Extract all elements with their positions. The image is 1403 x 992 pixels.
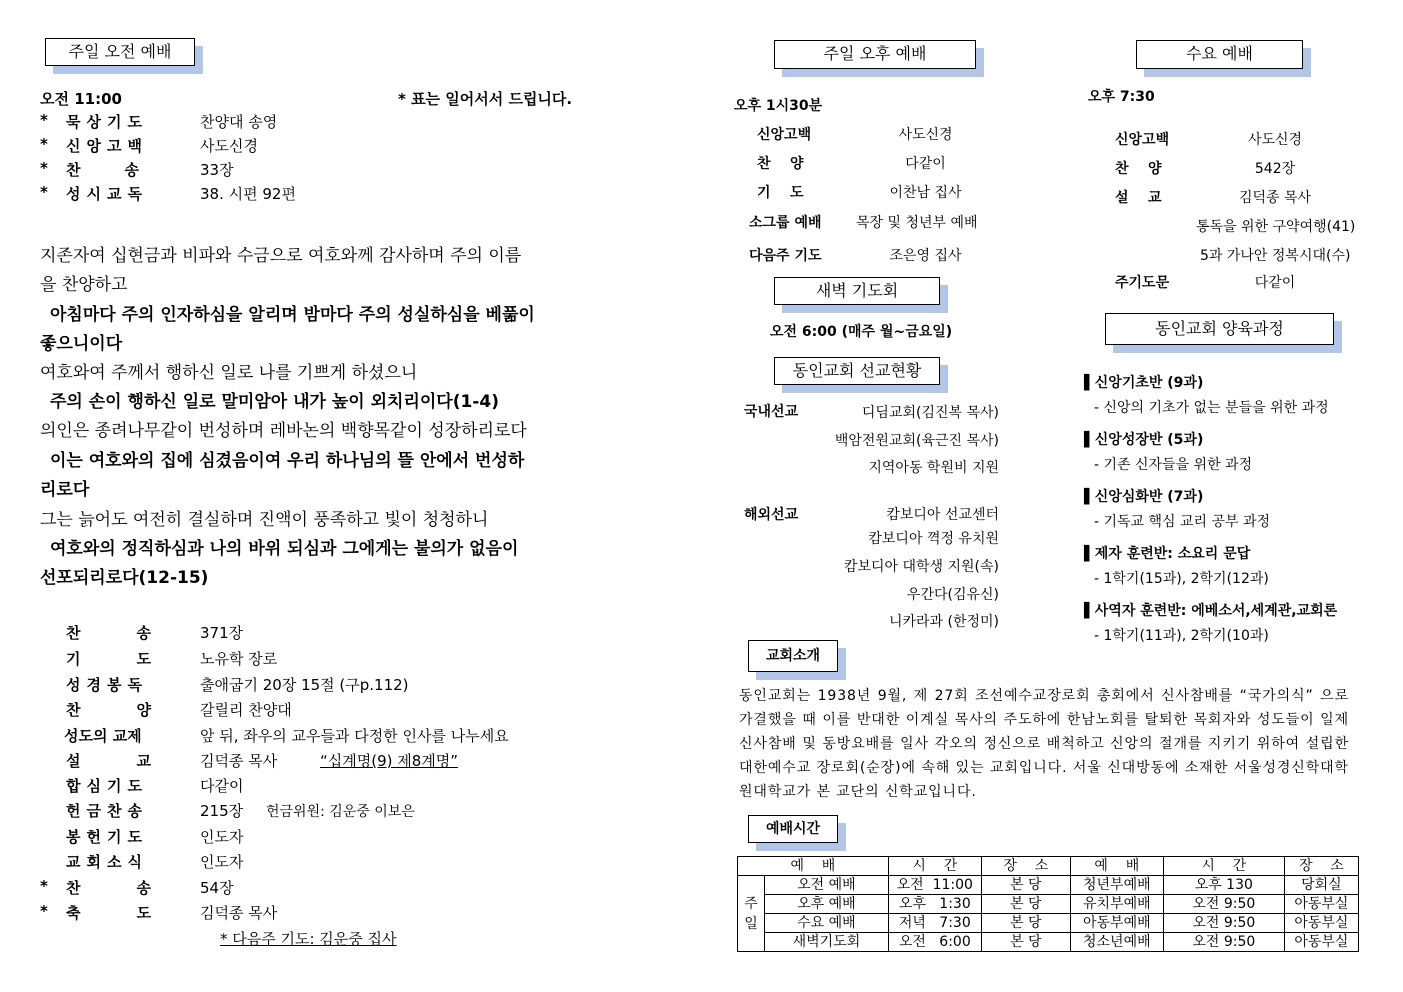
schedule-cell: 오전 9:50	[1163, 914, 1284, 933]
schedule-header: 예 배	[738, 857, 889, 876]
order-star: *	[40, 902, 48, 920]
opening-star: *	[40, 183, 48, 201]
wednesday-value: 김덕종 목사	[1238, 190, 1312, 206]
order-value: 인도자	[200, 853, 244, 871]
wednesday-label: 찬 양	[1115, 161, 1162, 177]
wednesday-value: 542장	[1254, 161, 1296, 177]
schedule-cell: 오전 11:00	[888, 876, 981, 895]
overseas-mission-item: 캄보디아 대학생 지원(속)	[843, 559, 999, 575]
wednesday-time: 오후 7:30	[1088, 89, 1155, 105]
dawn-prayer-time: 오전 6:00 (매주 월~금요일)	[770, 324, 953, 340]
order-value: 김덕종 목사	[200, 904, 278, 922]
order-label: 찬송	[66, 624, 207, 642]
afternoon-label: 신앙고백	[757, 127, 812, 143]
afternoon-value: 다같이	[905, 156, 946, 172]
order-value: 인도자	[200, 828, 244, 846]
offering-committee: 헌금위원: 김운중 이보은	[266, 804, 415, 820]
wednesday-label: 주기도문	[1115, 275, 1170, 291]
order-value: 출애굽기 20장 15절 (구p.112)	[200, 676, 409, 694]
psalm-line: 여호와여 주께서 행하신 일로 나를 기쁘게 하셨으니	[40, 363, 418, 383]
afternoon-label: 다음주 기도	[749, 248, 822, 264]
course-desc: - 1학기(11과), 2학기(10과)	[1094, 628, 1269, 644]
standing-note: * 표는 일어서서 드립니다.	[398, 90, 573, 108]
psalm-line: 여호와의 정직하심과 나의 바위 되심과 그에게는 불의가 없음이	[50, 539, 519, 559]
opening-star: *	[40, 135, 48, 153]
course-desc: - 기존 신자들을 위한 과정	[1094, 457, 1253, 473]
course-desc: - 1학기(15과), 2학기(12과)	[1094, 571, 1269, 587]
church-intro-title: 교회소개	[748, 640, 838, 672]
overseas-mission-item: 캄보디아 선교센터	[886, 507, 999, 523]
wednesday-value: 다같이	[1254, 275, 1296, 291]
course-name: ▌신앙기초반 (9과)	[1084, 375, 1204, 391]
order-value: 갈릴리 찬양대	[200, 701, 292, 719]
order-label: 봉헌기도	[66, 828, 148, 846]
overseas-mission-item: 캄보디아 껵정 유치원	[868, 531, 999, 547]
wednesday-value: 사도신경	[1247, 132, 1303, 148]
schedule-cell: 본 당	[981, 933, 1070, 952]
order-value: 앞 뒤, 좌우의 교우들과 다정한 인사를 나누세요	[200, 727, 509, 745]
schedule-header-row	[738, 857, 1359, 876]
opening-value: 38. 시편 92편	[200, 185, 296, 203]
afternoon-label: 찬 양	[757, 156, 804, 172]
order-value: 노유학 장로	[200, 650, 278, 668]
schedule-cell: 새벽기도회	[765, 933, 889, 952]
morning-service-time: 오전 11:00	[40, 90, 122, 108]
afternoon-service-title: 주일 오후 예배	[774, 40, 976, 69]
order-label: 설교	[66, 752, 207, 770]
order-value: 215장	[200, 802, 244, 820]
mission-title: 동인교회 선교현황	[774, 357, 940, 385]
domestic-mission-label: 국내선교	[744, 404, 799, 420]
schedule-cell: 본 당	[981, 876, 1070, 895]
schedule-cell: 오후 130	[1163, 876, 1284, 895]
opening-value: 찬양대 송영	[200, 113, 278, 131]
afternoon-value: 이찬남 집사	[889, 185, 962, 201]
opening-label: 묵상기도	[66, 113, 148, 131]
courses-title: 동인교회 양육과정	[1105, 313, 1334, 345]
opening-value: 사도신경	[200, 137, 258, 155]
opening-star: *	[40, 159, 48, 177]
domestic-mission-item: 백암전원교회(육근진 목사)	[834, 433, 999, 449]
schedule-cell: 본 당	[981, 895, 1070, 914]
order-label: 성경봉독	[66, 676, 148, 694]
schedule-cell: 아동부예배	[1070, 914, 1163, 933]
course-name: ▌사역자 훈련반: 에베소서,세계관,교회론	[1084, 603, 1338, 619]
order-label: 찬양	[66, 701, 207, 719]
sermon-title: “십계명(9) 제8계명”	[320, 752, 459, 770]
schedule-header: 예 배	[1070, 857, 1163, 876]
opening-label: 성시교독	[66, 185, 148, 203]
course-desc: - 신앙의 기초가 없는 분들을 위한 과정	[1094, 400, 1329, 416]
schedule-cell: 본 당	[981, 914, 1070, 933]
wednesday-label: 신앙고백	[1115, 132, 1170, 148]
afternoon-label: 기 도	[757, 185, 804, 201]
order-label: 기도	[66, 650, 207, 668]
schedule-cell: 당회실	[1284, 876, 1358, 895]
schedule-cell: 아동부실	[1284, 895, 1358, 914]
order-label: 헌금찬송	[66, 802, 148, 820]
wednesday-sermon-line: 5과 가나안 정복시대(수)	[1200, 248, 1351, 264]
opening-value: 33장	[200, 161, 234, 179]
afternoon-time: 오후 1시30분	[734, 98, 823, 114]
order-label: 합심기도	[66, 777, 148, 795]
domestic-mission-item: 디딤교회(김진복 목사)	[861, 405, 999, 421]
schedule-cell: 아동부실	[1284, 933, 1358, 952]
course-desc: - 기독교 핵심 교리 공부 과정	[1094, 514, 1271, 530]
psalm-line: 이는 여호와의 집에 심겼음이여 우리 하나님의 뜰 안에서 번성하	[50, 451, 525, 471]
overseas-mission-item: 우간다(김유신)	[906, 587, 999, 603]
psalm-line: 지존자여 십현금과 비파와 수금으로 여호와께 감사하며 주의 이름	[40, 246, 522, 266]
order-value: 김덕종 목사	[200, 752, 278, 770]
overseas-mission-item: 니카라과 (한정미)	[888, 614, 999, 630]
schedule-cell: 오전 예배	[765, 876, 889, 895]
schedule-header: 시 간	[888, 857, 981, 876]
schedule-title: 예배시간	[748, 815, 838, 843]
schedule-cell: 청년부예배	[1070, 876, 1163, 895]
schedule-header: 장 소	[1284, 857, 1358, 876]
table-row	[738, 914, 1359, 933]
psalm-line: 리로다	[40, 480, 90, 500]
schedule-cell: 오후 1:30	[888, 895, 981, 914]
schedule-cell: 저녁 7:30	[888, 914, 981, 933]
order-value: 다같이	[200, 777, 244, 795]
psalm-line: 좋으니이다	[40, 334, 123, 354]
afternoon-value: 조은영 집사	[889, 248, 962, 264]
table-row	[738, 933, 1359, 952]
schedule-cell: 오전 6:00	[888, 933, 981, 952]
afternoon-label: 소그룹 예배	[749, 215, 822, 231]
opening-label: 찬송	[66, 161, 183, 179]
church-intro-text: 동인교회는 1938년 9월, 제 27회 조선예수교장로회 총회에서 신사참배를 “국가의식” 으로 가결했을 때 이를 반대한 이계실 목사의 주도하에 한남노회를 탈퇴한 목회자와 성도들이 일제 신사참배 및 동방요배를 일사 각오의 정신으로 배척하고 신앙의 절개를 지키기 위하여 설립한 대한예수교 장로회(순장)에 속해 있는 교회입니다. 서울 신대방동에 소재한 서울성경신학대학원대학교가 본 교단의 신학교입니다.	[739, 688, 1349, 800]
psalm-line: 을 찬양하고	[40, 275, 128, 295]
schedule-table	[737, 856, 1359, 952]
schedule-side-label: 주일	[738, 876, 765, 952]
schedule-cell: 수요 예배	[765, 914, 889, 933]
psalm-line: 아침마다 주의 인자하심을 알리며 밤마다 주의 성실하심을 베풂이	[50, 305, 535, 325]
table-row	[738, 876, 1359, 895]
domestic-mission-item: 지역아동 학원비 지원	[868, 460, 999, 476]
overseas-mission-label: 해외선교	[744, 507, 799, 523]
schedule-cell: 오전 9:50	[1163, 933, 1284, 952]
order-value: 371장	[200, 624, 244, 642]
schedule-cell: 유치부예배	[1070, 895, 1163, 914]
schedule-cell: 아동부실	[1284, 914, 1358, 933]
schedule-cell: 오후 예배	[765, 895, 889, 914]
psalm-line: 주의 손이 행하신 일로 말미암아 내가 높이 외치리이다(1-4)	[50, 392, 499, 412]
opening-star: *	[40, 111, 48, 129]
order-label: 축도	[66, 904, 207, 922]
afternoon-value: 목장 및 청년부 예배	[856, 215, 978, 231]
afternoon-value: 사도신경	[898, 127, 953, 143]
wednesday-service-title: 수요 예배	[1136, 40, 1303, 69]
table-row	[738, 895, 1359, 914]
order-label: 찬송	[66, 879, 207, 897]
course-name: ▌신앙심화반 (7과)	[1084, 489, 1204, 505]
order-label: 성도의 교제	[64, 727, 142, 745]
wednesday-sermon-line: 통독을 위한 구약여행(41)	[1196, 219, 1356, 235]
opening-label: 신앙고백	[66, 137, 148, 155]
psalm-line: 선포되리로다(12-15)	[40, 568, 209, 588]
next-prayer-note: * 다음주 기도: 김운중 집사	[220, 930, 397, 948]
dawn-prayer-title: 새벽 기도회	[774, 277, 940, 305]
wednesday-label: 설 교	[1115, 190, 1162, 206]
schedule-cell: 오전 9:50	[1163, 895, 1284, 914]
order-label: 교회소식	[66, 853, 148, 871]
morning-service-title: 주일 오전 예배	[45, 38, 195, 66]
psalm-line: 그는 늙어도 여전히 결실하며 진액이 풍족하고 빛이 청청하니	[40, 510, 489, 530]
schedule-header: 장 소	[981, 857, 1070, 876]
schedule-cell: 청소년예배	[1070, 933, 1163, 952]
psalm-line: 의인은 종려나무같이 번성하며 레바논의 백향목같이 성장하리로다	[40, 421, 527, 441]
course-name: ▌신앙성장반 (5과)	[1084, 432, 1204, 448]
course-name: ▌제자 훈련반: 소요리 문답	[1084, 546, 1251, 562]
schedule-header: 시 간	[1163, 857, 1284, 876]
order-value: 54장	[200, 879, 234, 897]
order-star: *	[40, 877, 48, 895]
